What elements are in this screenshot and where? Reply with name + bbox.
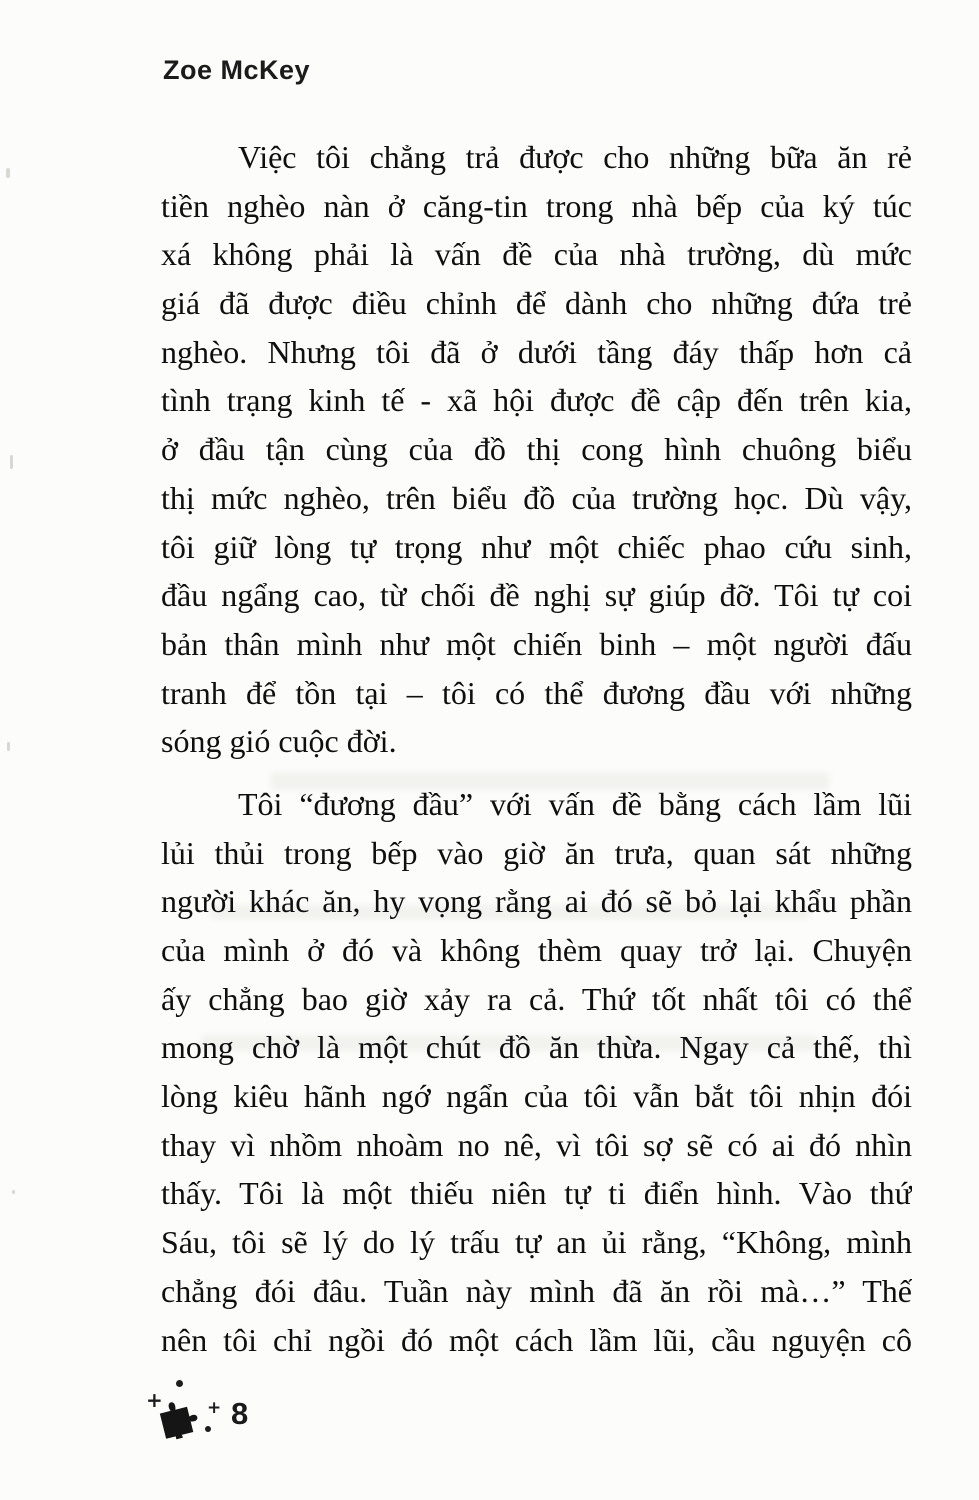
text-line: chẳng đói đâu. Tuần này mình đã ăn rồi mà…” Thế	[161, 1272, 912, 1309]
text-line: giá đã được điều chỉnh để dành cho những đứa trẻ	[161, 285, 912, 322]
text-line: xá không phải là vấn đề của nhà trường, dù mức	[161, 236, 912, 273]
text-line: thấy. Tôi là một thiếu niên tự ti điển hình. Vào thứ	[161, 1175, 912, 1212]
running-head-author: Zoe McKey	[163, 55, 311, 85]
text-line: sóng gió cuộc đời.	[161, 723, 397, 760]
text-line: ở đầu tận cùng của đồ thị cong hình chuông biểu	[161, 431, 912, 468]
text-line: người khác ăn, hy vọng rằng ai đó sẽ bỏ lại khẩu phần	[161, 883, 912, 920]
text-line: Tôi “đương đầu” với vấn đề bằng cách lầm lũi	[238, 785, 912, 822]
text-line: nghèo. Nhưng tôi đã ở dưới tầng đáy thấp hơn cả	[161, 333, 912, 370]
text-line: đầu ngẩng cao, từ chối đề nghị sự giúp đỡ. Tôi tự coi	[161, 577, 912, 614]
dot-sparkle-icon	[176, 1380, 183, 1387]
text-line: thị mức nghèo, trên biểu đồ của trường học. Dù vậy,	[161, 479, 912, 516]
text-line: tình trạng kinh tế - xã hội được đề cập đến trên kia,	[161, 382, 912, 419]
scan-smudge	[10, 455, 13, 469]
text-line: ấy chẳng bao giờ xảy ra cả. Thứ tốt nhất tôi có thể	[161, 980, 912, 1017]
scan-smudge	[6, 168, 10, 178]
scan-smudge	[12, 1190, 15, 1194]
text-line: tôi giữ lòng tự trọng như một chiếc phao cứu sinh,	[161, 528, 912, 565]
text-line: Sáu, tôi sẽ lý do lý trấu tự an ủi rằng, “Không, mình	[161, 1224, 912, 1261]
page-number: 8	[231, 1396, 249, 1431]
text-line: mong chờ là một chút đồ ăn thừa. Ngay cả thế, thì	[161, 1029, 912, 1066]
plus-sparkle-icon: +	[146, 1388, 163, 1412]
scan-smudge	[7, 742, 10, 751]
dot-sparkle-icon	[205, 1426, 211, 1432]
body-text	[161, 133, 912, 1364]
text-line: lủi thủi trong bếp vào giờ ăn trưa, quan sát những	[161, 834, 912, 871]
text-line: tranh để tồn tại – tôi có thể đương đầu với những	[161, 674, 912, 711]
text-line: lòng kiêu hãnh ngớ ngẩn của tôi vẫn bắt tôi nhịn đói	[161, 1078, 912, 1115]
text-line: nên tôi chỉ ngồi đó một cách lầm lũi, cầu nguyện cô	[161, 1321, 912, 1358]
text-line: bản thân mình như một chiến binh – một người đấu	[161, 625, 912, 662]
text-line: thay vì nhồm nhoàm no nê, vì tôi sợ sẽ có ai đó nhìn	[161, 1126, 912, 1163]
text-line: của mình ở đó và không thèm quay trở lại. Chuyện	[161, 932, 912, 968]
paragraph	[161, 133, 912, 766]
text-line: Việc tôi chẳng trả được cho những bữa ăn rẻ	[238, 139, 912, 175]
paragraph	[161, 780, 912, 1364]
footer-ornament	[146, 1374, 228, 1440]
text-line: tiền nghèo nàn ở căng-tin trong nhà bếp của ký túc	[161, 187, 912, 224]
plus-sparkle-icon: +	[207, 1398, 222, 1418]
